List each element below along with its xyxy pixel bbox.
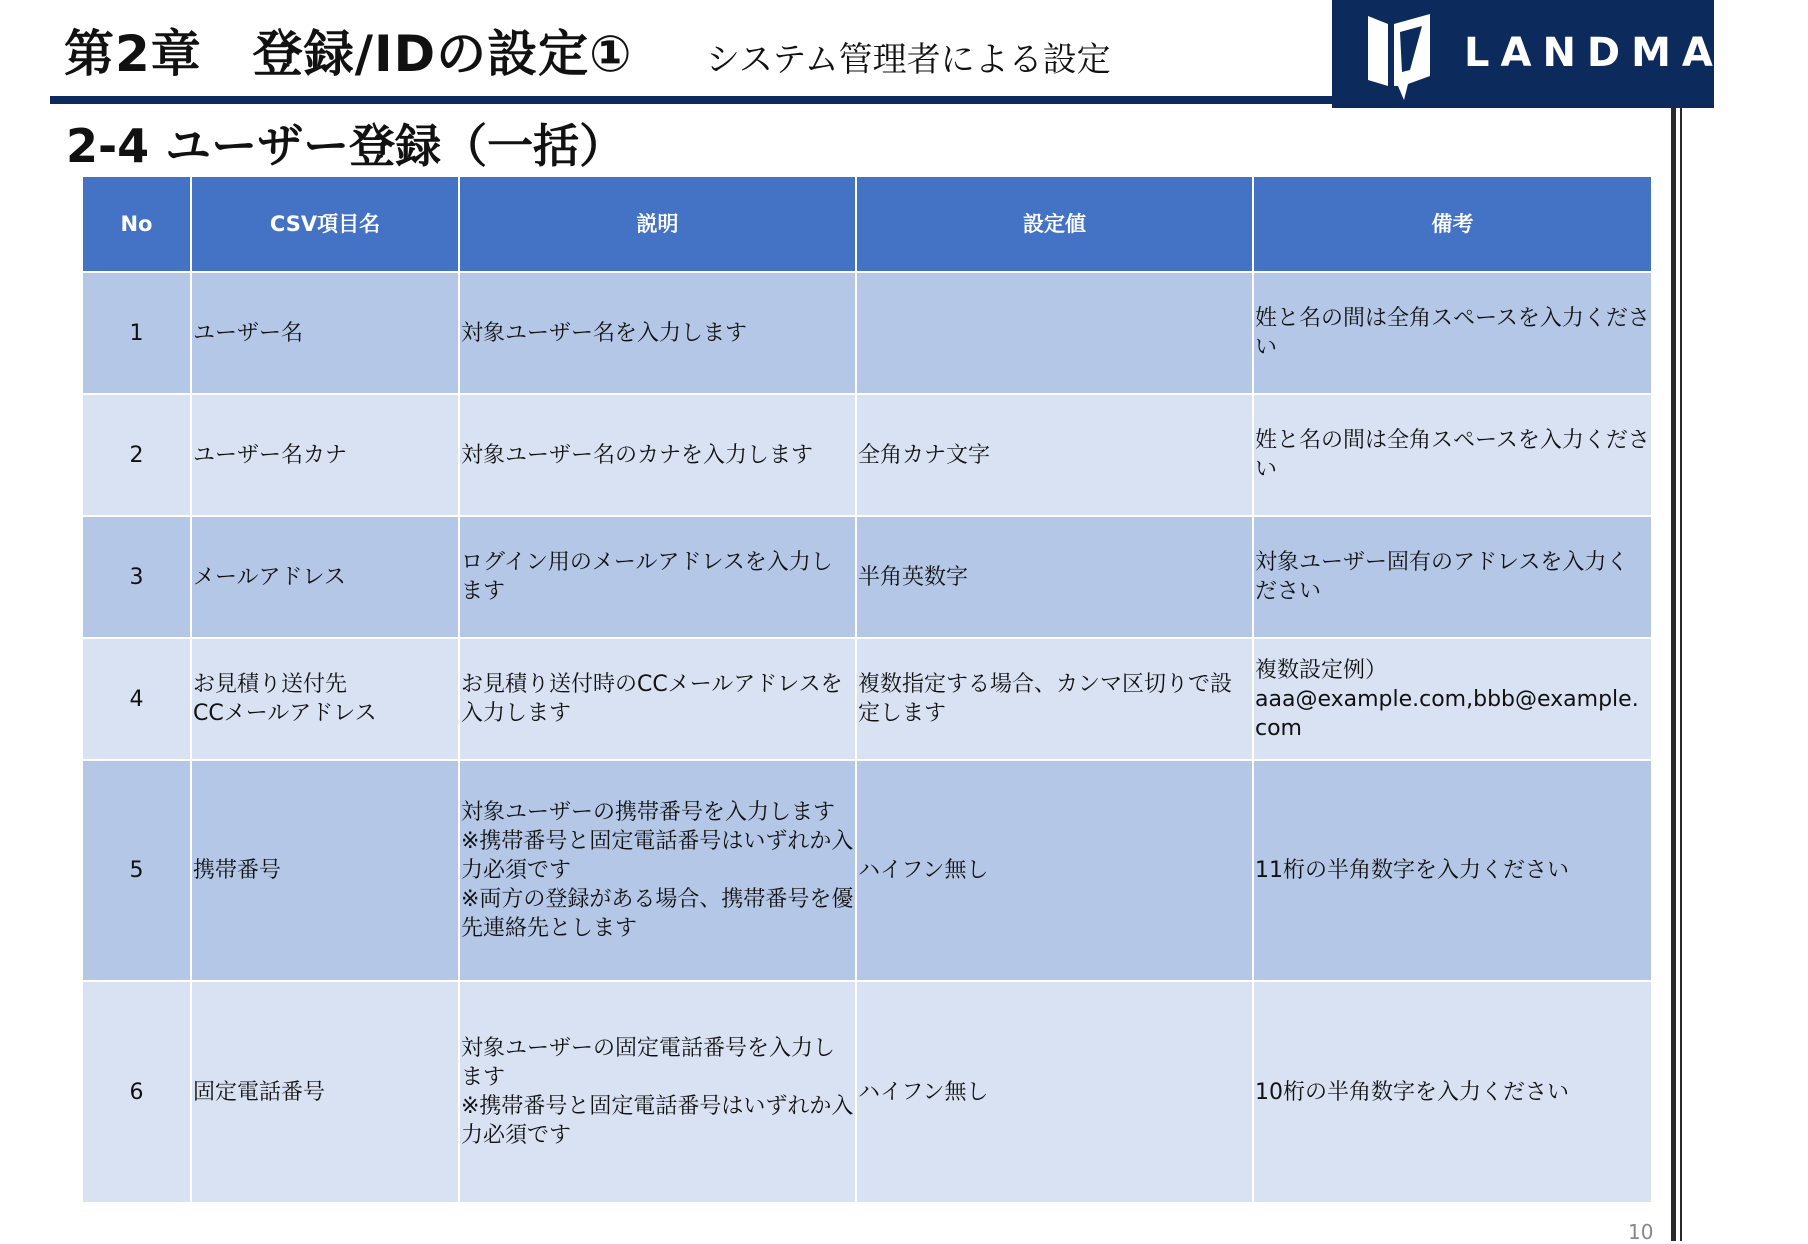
logo-text: LANDMARK <box>1464 30 1808 76</box>
cell-desc: 対象ユーザーの固定電話番号を入力します ※携帯番号と固定電話番号はいずれか入力必須です <box>459 981 856 1203</box>
table-row <box>82 516 1652 638</box>
title-rule <box>50 96 1332 104</box>
cell-item: ユーザー名 <box>191 272 459 394</box>
table-row <box>82 981 1652 1203</box>
column-header-note: 備考 <box>1253 176 1652 272</box>
side-border <box>1671 108 1676 1241</box>
chapter-title: 第2章 登録/IDの設定① <box>64 25 633 83</box>
cell-note: 複数設定例） aaa@example.com,bbb@example.com <box>1253 638 1652 760</box>
cell-item: 固定電話番号 <box>191 981 459 1203</box>
cell-desc: 対象ユーザー名のカナを入力します <box>459 394 856 516</box>
table-row <box>82 638 1652 760</box>
cell-desc: お見積り送付時のCCメールアドレスを入力します <box>459 638 856 760</box>
cell-note: 姓と名の間は全角スペースを入力ください <box>1253 394 1652 516</box>
cell-no: 3 <box>82 516 191 638</box>
cell-no: 5 <box>82 760 191 981</box>
cell-desc: 対象ユーザー名を入力します <box>459 272 856 394</box>
cell-item: メールアドレス <box>191 516 459 638</box>
cell-note: 10桁の半角数字を入力ください <box>1253 981 1652 1203</box>
cell-no: 4 <box>82 638 191 760</box>
column-header-description: 説明 <box>459 176 856 272</box>
cell-note: 11桁の半角数字を入力ください <box>1253 760 1652 981</box>
cell-desc: 対象ユーザーの携帯番号を入力します ※携帯番号と固定電話番号はいずれか入力必須です ※両方の登録がある場合、携帯番号を優先連絡先とします <box>459 760 856 981</box>
table-row <box>82 760 1652 981</box>
cell-no: 6 <box>82 981 191 1203</box>
column-header-value: 設定値 <box>856 176 1253 272</box>
cell-value: ハイフン無し <box>856 981 1253 1203</box>
cell-value: ハイフン無し <box>856 760 1253 981</box>
table-header-row <box>82 176 1652 272</box>
chapter-subtitle: システム管理者による設定 <box>706 40 1111 80</box>
cell-value: 複数指定する場合、カンマ区切りで設定します <box>856 638 1253 760</box>
csv-items-table <box>81 175 1653 1204</box>
cell-no: 1 <box>82 272 191 394</box>
cell-item: 携帯番号 <box>191 760 459 981</box>
table-row <box>82 272 1652 394</box>
section-title: 2-4 ユーザー登録（一括） <box>66 119 626 173</box>
column-header-csv-item: CSV項目名 <box>191 176 459 272</box>
page-number: 10 <box>1628 1220 1654 1244</box>
cell-no: 2 <box>82 394 191 516</box>
cell-note: 姓と名の間は全角スペースを入力ください <box>1253 272 1652 394</box>
cell-item: お見積り送付先 CCメールアドレス <box>191 638 459 760</box>
cell-desc: ログイン用のメールアドレスを入力します <box>459 516 856 638</box>
cell-value: 全角カナ文字 <box>856 394 1253 516</box>
column-header-no: No <box>82 176 191 272</box>
cell-value: 半角英数字 <box>856 516 1253 638</box>
landmark-logo-icon <box>1364 10 1436 102</box>
table-row <box>82 394 1652 516</box>
cell-item: ユーザー名カナ <box>191 394 459 516</box>
side-border-thin <box>1680 108 1682 1241</box>
cell-value <box>856 272 1253 394</box>
cell-note: 対象ユーザー固有のアドレスを入力ください <box>1253 516 1652 638</box>
landmark-logo <box>1332 0 1808 108</box>
